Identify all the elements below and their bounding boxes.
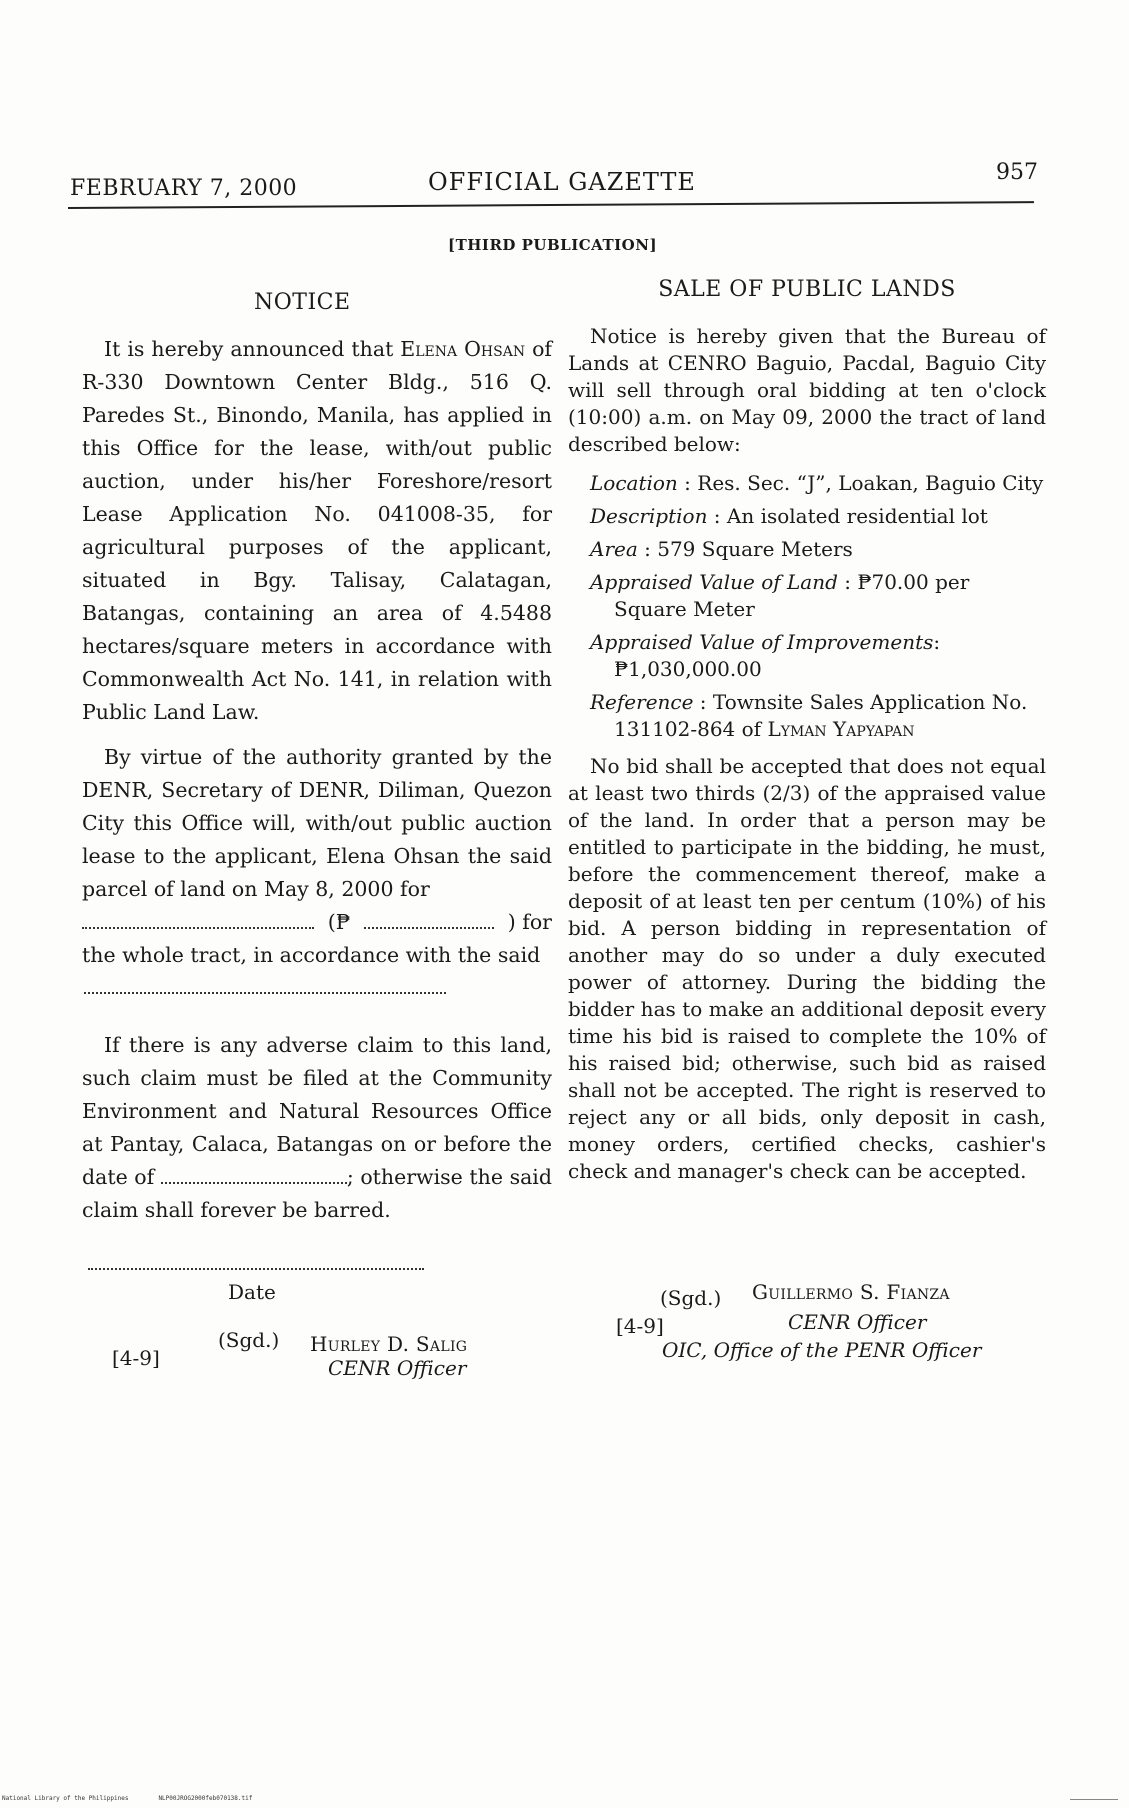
notice-column (82, 286, 552, 1239)
amount-fill-row (82, 906, 552, 939)
header-title: OFFICIAL GAZETTE (428, 168, 696, 196)
sale-paragraph-2: No bid shall be accepted that does not equal at least two thirds (2/3) of the appraised value of the land. In order that a person may be entitled to participate in the bidding, he must, before the commencement thereof, make a deposit of at least ten per centum (10%) of his bid. A person bidding in representation of another may do so under a duly executed power of attorney. During the bidding the bidder has to make an additional deposit every time his bid is raised to complete the 10% of his raised bid; otherwise, such bid as raised shall not be accepted. The right is reserved to reject any or all bids, only deposit in cash, money orders, certified checks, cashier's check and manager's check can be accepted. (568, 754, 1046, 1183)
notice-paragraph-3: If there is any adverse claim to this land, such claim must be filed at the Community Environment and Natural Resources Office at Pantay, Calaca, Batangas on or before the date of ; otherwise the said claim shall forever be barred. (82, 1033, 552, 1222)
signer-title-2: OIC, Office of the PENR Officer (662, 1338, 982, 1362)
detail-description: Description : An isolated residential lot (590, 504, 988, 528)
header-date: FEBRUARY 7, 2000 (70, 176, 298, 201)
signer-title: CENR Officer (788, 1310, 927, 1334)
footer-file: NLP00JROG2000feb070138.tif (158, 1795, 253, 1802)
page-number: 957 (996, 160, 1038, 185)
amount-paren-close: ) for (507, 910, 552, 934)
signed-mark: (Sgd.) (218, 1328, 280, 1352)
detail-area: Area : 579 Square Meters (590, 537, 853, 561)
notice-paragraph-2: By virtue of the authority granted by the DENR, Secretary of DENR, Diliman, Quezon City this Office will, with/out public auction lease to the applicant, Elena Ohsan the said parcel of land on May 8, 2000 for (82, 745, 552, 901)
detail-appraised-improvements: Appraised Value of Improvements: ₱1,030,000.00 (590, 630, 941, 681)
claim-date-blank (161, 1162, 347, 1184)
notice-paragraph-2-end: the whole tract, in accordance with the said (82, 943, 541, 967)
signer-name: Hurley D. Salig (310, 1332, 468, 1356)
reference-name: Lyman Yapyapan (767, 717, 915, 741)
publication-ref: [4-9] (112, 1346, 160, 1370)
footer-rule (1070, 1799, 1118, 1800)
amount-words-blank (82, 909, 314, 929)
detail-appraised-land: Appraised Value of Land : ₱70.00 per Square Meter (590, 570, 970, 621)
publication-ref: [4-9] (616, 1314, 664, 1338)
amount-paren-open: (₱ (327, 910, 351, 934)
date-label: Date (228, 1280, 276, 1304)
sale-heading: SALE OF PUBLIC LANDS (658, 277, 956, 302)
sale-paragraph-1: Notice is hereby given that the Bureau of Lands at CENRO Baguio, Pacdal, Baguio City will sell through oral bidding at ten o'clock (10:00) a.m. on May 09, 2000 the tract of land described below: (568, 324, 1046, 456)
amount-figures-blank (364, 909, 494, 929)
date-rule (88, 1268, 424, 1270)
scan-footer (2, 1795, 252, 1802)
notice-heading: NOTICE (254, 290, 351, 315)
signed-mark: (Sgd.) (660, 1286, 722, 1310)
signer-name: Guillermo S. Fianza (752, 1280, 950, 1304)
notice-paragraph-1: It is hereby announced that Elena Ohsan of R-330 Downtown Center Bldg., 516 Q. Paredes St., Binondo, Manila, has applied in this Office for the lease, with/out public auction, under his/her Foreshore/resort Lease Application No. 041008-35, for agricultural purposes of the applicant, situated in Bgy. Talisay, Calatagan, Batangas, containing an area of 4.5488 hectares/square meters in accordance with Commonwealth Act No. 141, in relation with Public Land Law. (82, 337, 553, 724)
publication-label: [THIRD PUBLICATION] (448, 236, 658, 254)
sale-column (568, 276, 1046, 1197)
land-details (590, 470, 1046, 743)
footer-library: National Library of the Philippines (2, 1795, 129, 1802)
terms-blank (82, 974, 552, 1007)
detail-reference: Reference : Townsite Sales Application No. 131102-864 of Lyman Yapyapan (590, 690, 1028, 741)
detail-location: Location : Res. Sec. “J”, Loakan, Baguio City (590, 471, 1044, 495)
applicant-name: Elena Ohsan (400, 337, 526, 361)
signer-title: CENR Officer (328, 1356, 467, 1380)
header-rule (68, 201, 1034, 209)
